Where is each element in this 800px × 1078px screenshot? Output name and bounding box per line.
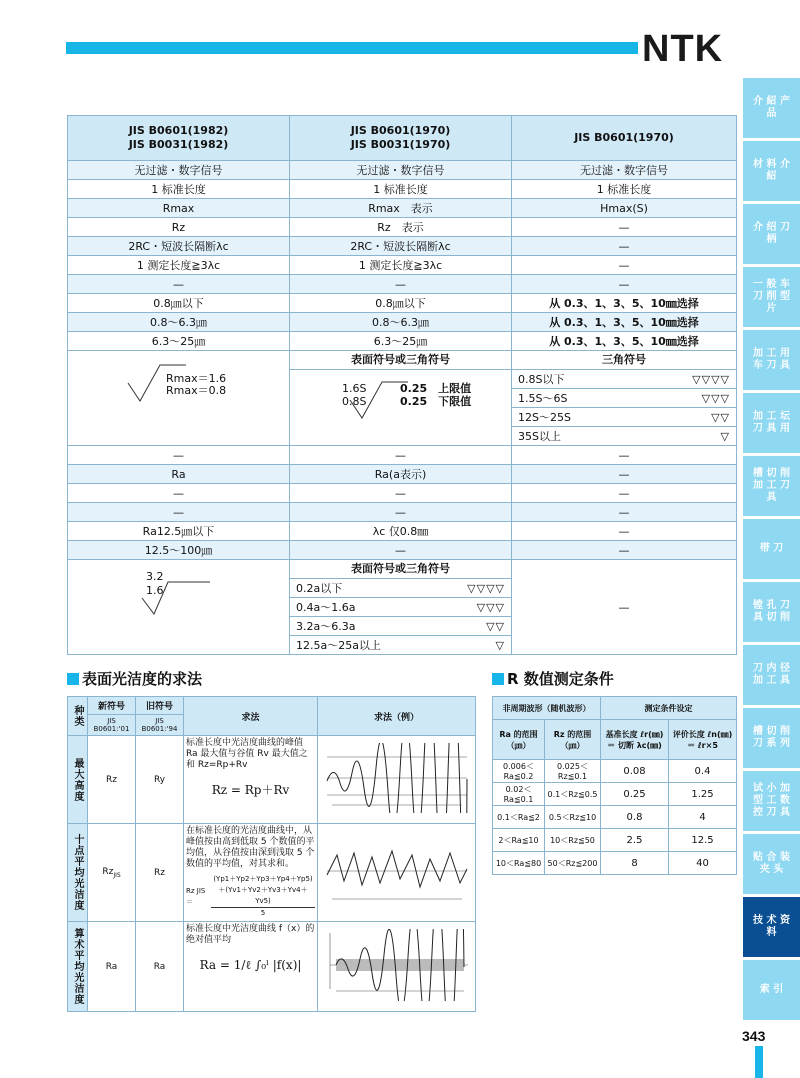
table-cell: Rmax 表示 xyxy=(290,199,512,218)
ra-lower: 1.6 xyxy=(146,584,164,597)
table-row xyxy=(68,199,737,218)
table-cell: — xyxy=(512,541,737,560)
symbol-cell-rmax xyxy=(68,351,290,446)
table-cell: 0.08 xyxy=(601,760,669,783)
table-row xyxy=(68,503,737,522)
header-accent-bar xyxy=(66,42,638,54)
table-cell: — xyxy=(512,446,737,465)
table-cell: — xyxy=(68,275,290,294)
triangle-row xyxy=(290,617,511,636)
side-tab[interactable]: 加 工 坛 刀 具 用 xyxy=(743,393,800,453)
upper-limit: 0.25 上限值 xyxy=(400,382,472,395)
table-cell: 1 标准长度 xyxy=(512,180,737,199)
table-cell: — xyxy=(290,275,512,294)
section-r-conditions: R 数值测定条件 xyxy=(492,668,614,689)
table-row xyxy=(68,446,737,465)
table-row xyxy=(493,852,737,875)
header-jis-1970-a: JIS B0601(1970) JIS B0031(1970) xyxy=(290,116,512,161)
table-cell: 10＜Ra≦80 xyxy=(493,852,545,875)
symbol-cell-ra xyxy=(68,560,290,655)
range-label: 0.2a以下 xyxy=(296,582,343,595)
table-cell: — xyxy=(68,503,290,522)
table-row xyxy=(493,760,737,783)
page-number: 343 xyxy=(742,1028,766,1044)
table-cell: 1 标准长度 xyxy=(68,180,290,199)
table-row xyxy=(68,313,737,332)
table-cell: 2＜Ra≦10 xyxy=(493,829,545,852)
col-new-symbol: 新符号 xyxy=(88,697,136,715)
table-cell: Hmax(S) xyxy=(512,199,737,218)
range-label: 0.4a～1.6a xyxy=(290,598,436,617)
table-cell: — xyxy=(512,503,737,522)
triangle-row xyxy=(512,370,736,389)
table-cell: 6.3～25㎛ xyxy=(68,332,290,351)
table-cell: — xyxy=(512,522,737,541)
col-example: 求法（例） xyxy=(318,697,476,736)
method-desc xyxy=(184,824,318,922)
table-cell: — xyxy=(512,275,737,294)
triangle-row xyxy=(290,579,511,598)
table-row xyxy=(68,541,737,560)
roughness-method-table xyxy=(67,696,476,1012)
header-jis-1970-b: JIS B0601(1970) xyxy=(512,116,737,161)
table-cell: λc 仅0.8㎜ xyxy=(290,522,512,541)
header-jis-1982: JIS B0601(1982) JIS B0031(1982) xyxy=(68,116,290,161)
table-cell: 0.1＜Ra≦2 xyxy=(493,806,545,829)
triangle-row xyxy=(512,408,736,427)
kind-max-height: 最大高度 xyxy=(68,736,88,824)
table-cell: 2RC・短波长隔断λc xyxy=(290,237,512,256)
rmax-values: Rmax＝1.6 Rmax＝0.8 xyxy=(166,372,227,397)
table-cell: 无过滤・数字信号 xyxy=(512,161,737,180)
col-ra-range: Ra 的范围（㎛） xyxy=(493,720,545,760)
upper-symbol: 1.6S xyxy=(342,382,367,395)
triangle-row xyxy=(512,389,736,408)
range-label: 12.5a～25a以上 xyxy=(290,636,436,655)
method-desc xyxy=(184,922,318,1012)
profile-diagram xyxy=(318,736,476,824)
symbol-header: 表面符号或三角符号 xyxy=(290,560,511,579)
side-tab[interactable]: 索 引 xyxy=(743,960,800,1020)
symbol-cell-upper-lower xyxy=(290,351,512,446)
side-tab[interactable]: 一 般 车 刀 削 型 片 xyxy=(743,267,800,327)
method-desc xyxy=(184,736,318,824)
table-row xyxy=(493,829,737,852)
col-method: 求法 xyxy=(184,697,318,736)
kind-ten-point: 十点平均光洁度 xyxy=(68,824,88,922)
table-cell: Rz 表示 xyxy=(290,218,512,237)
table-row xyxy=(68,256,737,275)
new-symbol: $Rz_{JIS}$ xyxy=(88,824,136,922)
table-row xyxy=(493,806,737,829)
side-tab[interactable]: 槽 切 削 刀 系 列 xyxy=(743,708,800,768)
triangle-symbols: ▽ xyxy=(436,636,511,655)
table-cell: — xyxy=(68,484,290,503)
old-symbol: Rz xyxy=(136,824,184,922)
table-cell: 50＜Rz≦200 xyxy=(545,852,601,875)
triangle-row xyxy=(512,427,736,446)
table-cell: — xyxy=(290,541,512,560)
table-row xyxy=(493,783,737,806)
table-cell: 40 xyxy=(669,852,737,875)
table-cell: — xyxy=(68,446,290,465)
profile-curve-icon xyxy=(322,835,472,907)
triangle-symbols: ▽▽▽ xyxy=(639,389,736,408)
ra-upper: 3.2 xyxy=(146,570,164,583)
range-label: 0.8S以下 xyxy=(518,373,565,386)
side-tab[interactable]: 试 小 加 型 工 数 控 刀 具 xyxy=(743,771,800,831)
triangle-cell xyxy=(512,351,737,446)
table-cell: Ra(a表示) xyxy=(290,465,512,484)
formula-numerator: (Yp1＋Yp2＋Yp3＋Yp4＋Yp5)＋(Yv1＋Yv2＋Yv3＋Yv4＋Yv5) xyxy=(211,874,315,908)
profile-diagram xyxy=(318,922,476,1012)
triangle-symbols: ▽▽ xyxy=(639,408,736,427)
triangle-symbols: ▽ xyxy=(639,427,736,446)
table-row xyxy=(68,237,737,256)
table-row xyxy=(68,294,737,313)
table-row xyxy=(68,161,737,180)
old-symbol: Ra xyxy=(136,922,184,1012)
table-cell: Ra12.5㎛以下 xyxy=(68,522,290,541)
r-measurement-table xyxy=(492,696,737,875)
desc-text: 在标准长度的光洁度曲线中，从峰值按由高到低取 5 个数值的平均值，从谷值按由深到浅取 5 个数值的平均值，对其求和。 xyxy=(186,826,315,869)
table-cell: 1 标准长度 xyxy=(290,180,512,199)
table-cell: 0.4 xyxy=(669,760,737,783)
standards-comparison-table xyxy=(67,115,737,655)
col-base-length: 基准长度 ℓr(㎜)＝ 切断 λc(㎜) xyxy=(601,720,669,760)
table-row xyxy=(68,180,737,199)
symbol-cell-ra-triangles xyxy=(290,560,512,655)
formula: Rz = Rp＋Rv xyxy=(211,783,290,797)
table-cell: 从 0.3、1、3、5、10㎜选择 xyxy=(512,294,737,313)
side-tab[interactable]: 帯 刀 xyxy=(743,519,800,579)
triangle-symbols: ▽▽ xyxy=(436,617,511,636)
table-cell: 0.1＜Rz≦0.5 xyxy=(545,783,601,806)
table-cell: 10＜Rz≦50 xyxy=(545,829,601,852)
table-cell: — xyxy=(512,218,737,237)
table-cell: 4 xyxy=(669,806,737,829)
profile-diagram xyxy=(318,824,476,922)
table-cell: — xyxy=(290,446,512,465)
table-cell: 0.8㎛以下 xyxy=(68,294,290,313)
table-cell: 1.25 xyxy=(669,783,737,806)
table-cell: 2.5 xyxy=(601,829,669,852)
profile-curve-icon xyxy=(322,929,472,1001)
table-cell: 无过滤・数字信号 xyxy=(290,161,512,180)
table-cell: 12.5～100㎛ xyxy=(68,541,290,560)
table-cell: — xyxy=(290,503,512,522)
table-cell: 0.25 xyxy=(601,783,669,806)
side-tab-nav xyxy=(743,78,800,1023)
table-row xyxy=(68,484,737,503)
new-symbol: Ra xyxy=(88,922,136,1012)
table-cell: — xyxy=(512,484,737,503)
table-cell: Rmax xyxy=(68,199,290,218)
new-std: JIS B0601:'01 xyxy=(88,715,136,736)
kind-arithmetic-mean: 算术平均光洁度 xyxy=(68,922,88,1012)
page-accent-bar xyxy=(755,1046,763,1078)
desc-text: 标准长度中光洁度曲线 f（x）的绝对值平均 xyxy=(186,924,315,945)
table-cell: 从 0.3、1、3、5、10㎜选择 xyxy=(512,332,737,351)
side-tab[interactable]: 贴 合 装 夹 头 xyxy=(743,834,800,894)
table-cell: Rz xyxy=(68,218,290,237)
table-cell: 0.5＜Rz≦10 xyxy=(545,806,601,829)
lower-limit: 0.25 下限值 xyxy=(400,395,472,408)
range-label: 3.2a～6.3a xyxy=(290,617,436,636)
table-cell: 0.8～6.3㎛ xyxy=(68,313,290,332)
range-label: 1.5S～6S xyxy=(512,389,639,408)
table-cell: 0.8～6.3㎛ xyxy=(290,313,512,332)
old-std: JIS B0601:'94 xyxy=(136,715,184,736)
side-tab[interactable]: 介 绍 刀 柄 xyxy=(743,204,800,264)
dash-cell: — xyxy=(512,560,737,655)
table-cell: 从 0.3、1、3、5、10㎜选择 xyxy=(512,313,737,332)
table-cell: 8 xyxy=(601,852,669,875)
triangle-header: 三角符号 xyxy=(512,351,736,370)
range-label: 35S以上 xyxy=(512,427,639,446)
triangle-row xyxy=(290,598,511,617)
table-cell: 0.025＜Rz≦0.1 xyxy=(545,760,601,783)
group-conditions: 测定条件设定 xyxy=(601,697,737,720)
formula: Ra = 1/ℓ ∫₀ˡ |f(x)| xyxy=(199,958,302,972)
formula-denominator: 5 xyxy=(260,909,266,917)
table-row xyxy=(68,522,737,541)
desc-text: 标准长度中光洁度曲线的峰值 Ra 最大值与谷值 Rv 最大值之和 Rz=Rp+Rv xyxy=(186,738,308,770)
table-cell: — xyxy=(512,237,737,256)
table-cell: 12.5 xyxy=(669,829,737,852)
old-symbol: Ry xyxy=(136,736,184,824)
table-cell: 6.3～25㎛ xyxy=(290,332,512,351)
triangle-row xyxy=(290,636,511,655)
table-cell: 0.006＜Ra≦0.2 xyxy=(493,760,545,783)
side-tab[interactable]: 材 料 介 紹 xyxy=(743,141,800,201)
profile-curve-icon xyxy=(322,743,472,813)
side-tab[interactable]: 介 紹 产 品 xyxy=(743,78,800,138)
table-cell: 1 测定长度≧3λc xyxy=(68,256,290,275)
triangle-symbols: ▽▽▽▽ xyxy=(692,372,730,386)
ntk-logo: NTK xyxy=(642,28,724,70)
table-cell: 2RC・短波长隔断λc xyxy=(68,237,290,256)
col-eval-length: 评价长度 ℓn(㎜)＝ ℓr×5 xyxy=(669,720,737,760)
table-cell: 1 测定长度≧3λc xyxy=(290,256,512,275)
table-cell: — xyxy=(512,465,737,484)
lower-symbol: 0.8S xyxy=(342,395,367,408)
col-old-symbol: 旧符号 xyxy=(136,697,184,715)
col-rz-range: Rz 的范围（㎛） xyxy=(545,720,601,760)
side-tab[interactable]: 槽 切 削 加 工 刀 具 xyxy=(743,456,800,516)
bullet-square-icon xyxy=(67,673,79,685)
symbol-header: 表面符号或三角符号 xyxy=(290,351,511,370)
section-surface-finish: 表面光洁度的求法 xyxy=(67,668,202,689)
formula-lhs: Rz JIS＝ xyxy=(186,886,206,906)
table-row xyxy=(68,218,737,237)
side-tab[interactable]: 加 工 用 车 刀 具 xyxy=(743,330,800,390)
bullet-square-icon xyxy=(492,673,504,685)
range-label: 12S～25S xyxy=(512,408,639,427)
side-tab[interactable]: 技 术 资 料 xyxy=(743,897,800,957)
side-tab[interactable]: 镗 孔 刀 具 切 削 xyxy=(743,582,800,642)
side-tab[interactable]: 刀 内 径 加 工 具 xyxy=(743,645,800,705)
table-cell: — xyxy=(512,256,737,275)
table-cell: 0.8㎛以下 xyxy=(290,294,512,313)
table-row xyxy=(68,465,737,484)
table-cell: — xyxy=(290,484,512,503)
table-cell: Ra xyxy=(68,465,290,484)
table-row xyxy=(68,275,737,294)
triangle-symbols: ▽▽▽▽ xyxy=(467,581,505,595)
table-cell: 0.8 xyxy=(601,806,669,829)
new-symbol: Rz xyxy=(88,736,136,824)
triangle-symbols: ▽▽▽ xyxy=(436,598,511,617)
table-row xyxy=(68,332,737,351)
table-cell: 无过滤・数字信号 xyxy=(68,161,290,180)
col-kind: 种类 xyxy=(68,697,88,736)
table-cell: 0.02＜Ra≦0.1 xyxy=(493,783,545,806)
group-random-waveform: 非周期波形（随机波形） xyxy=(493,697,601,720)
